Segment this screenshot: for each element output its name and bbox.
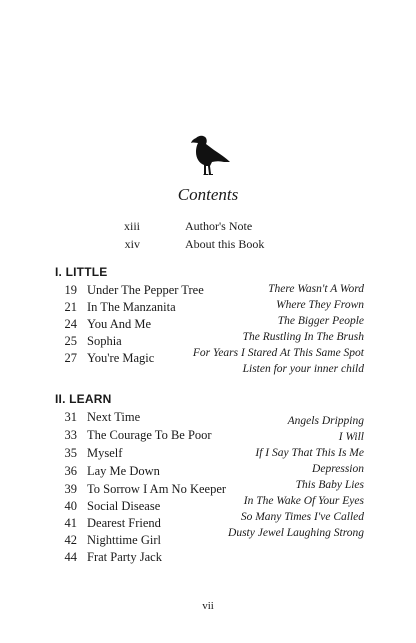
- entry-title: Dearest Friend: [87, 516, 161, 530]
- crow-icon: [184, 132, 234, 182]
- entry-title: About this Book: [185, 237, 265, 251]
- page-number: xiii: [123, 219, 140, 233]
- entry-title: Next Time: [87, 410, 141, 424]
- subtitle-line: In The Wake Of Your Eyes: [243, 495, 364, 507]
- entry-title: Author's Note: [185, 219, 253, 233]
- entry-title: Under The Pepper Tree: [87, 283, 204, 297]
- page-number: 31: [64, 410, 77, 424]
- subtitle-line: I Will: [338, 431, 364, 443]
- entry-title: Myself: [87, 446, 123, 460]
- page-number: 33: [64, 428, 77, 442]
- section-heading: I. LITTLE: [55, 265, 108, 279]
- entry-title: You And Me: [87, 317, 152, 331]
- page-title: Contents: [177, 185, 239, 204]
- page-number: 36: [64, 464, 77, 478]
- subtitle-line: If I Say That This Is Me: [255, 447, 364, 459]
- page-number: 41: [64, 516, 77, 530]
- entry-title: Social Disease: [87, 499, 161, 513]
- entry-title: Nighttime Girl: [87, 533, 161, 547]
- subtitle-line: Depression: [312, 463, 364, 475]
- entry-title: Sophia: [87, 334, 122, 348]
- entry-title: Lay Me Down: [87, 464, 160, 478]
- toc-row[interactable]: [55, 549, 375, 566]
- subtitle-line: Angels Dripping: [287, 415, 364, 427]
- page-number: 24: [64, 317, 77, 331]
- page-number: 39: [64, 482, 77, 496]
- entry-title: To Sorrow I Am No Keeper: [87, 482, 227, 496]
- page-number: 40: [64, 499, 77, 513]
- subtitle-line: The Bigger People: [277, 315, 364, 327]
- subtitle-line: This Baby Lies: [295, 479, 364, 491]
- section-heading: II. LEARN: [55, 392, 112, 406]
- subtitle-line: The Rustling In The Brush: [242, 331, 364, 343]
- subtitle-line: So Many Times I've Called: [240, 511, 364, 523]
- page-number: 19: [64, 283, 77, 297]
- subtitle-line: For Years I Stared At This Same Spot: [192, 347, 364, 359]
- subtitle-line: There Wasn't A Word: [268, 283, 364, 295]
- entry-title: The Courage To Be Poor: [87, 428, 212, 442]
- page-number: 35: [64, 446, 77, 460]
- page-folio: vii: [202, 600, 214, 612]
- entry-title: Frat Party Jack: [87, 550, 162, 564]
- subtitle-line: Dusty Jewel Laughing Strong: [228, 527, 364, 539]
- toc-row[interactable]: [55, 427, 375, 444]
- page-number: 42: [64, 533, 77, 547]
- entry-title: In The Manzanita: [87, 300, 176, 314]
- subtitle-line: Where They Frown: [276, 299, 364, 311]
- entry-title: You're Magic: [87, 351, 155, 365]
- subtitle-line: Listen for your inner child: [242, 363, 364, 375]
- page-number: 27: [64, 351, 77, 365]
- page-number: 21: [64, 300, 77, 314]
- page-number: 44: [64, 550, 77, 564]
- page-number: 25: [64, 334, 77, 348]
- page-number: xiv: [124, 237, 140, 251]
